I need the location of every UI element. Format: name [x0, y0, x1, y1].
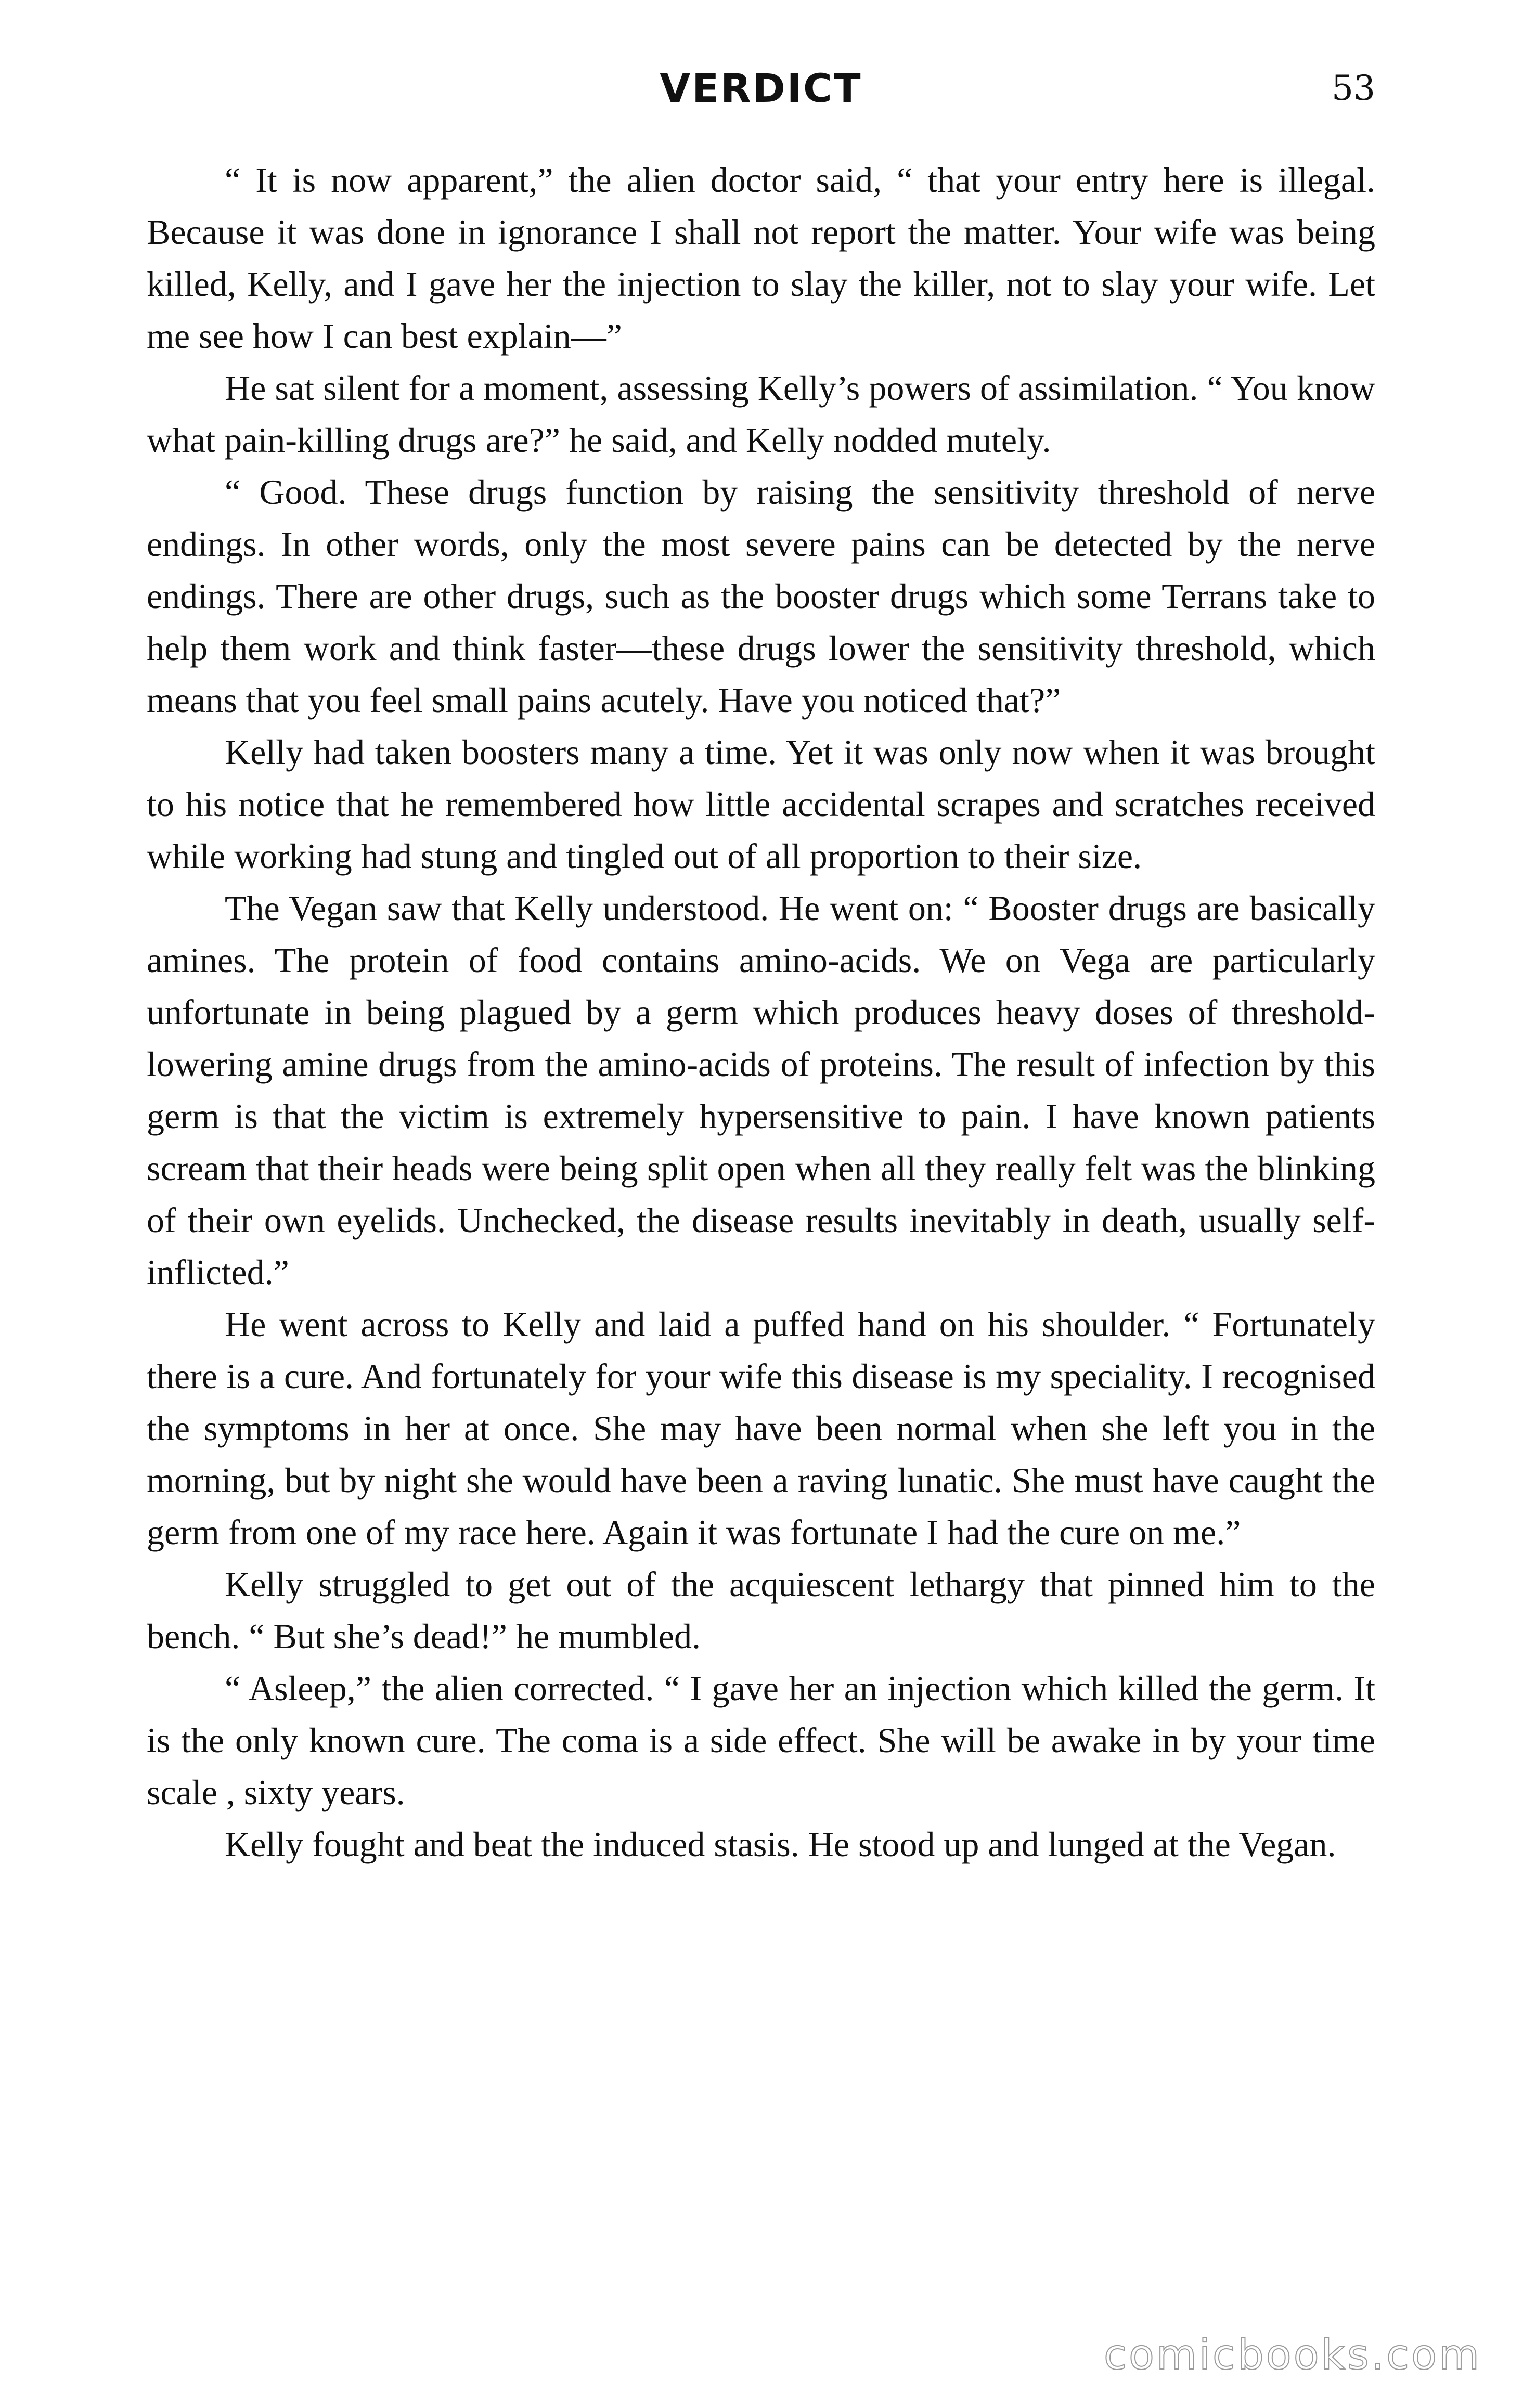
paragraph-7: Kelly struggled to get out of the acquiescent lethargy that pinned him to the bench. “ But she’s dead!” he mumbled. [147, 1564, 1375, 1656]
paragraph-1: “ It is now apparent,” the alien doctor said, “ that your entry here is illegal. Because it was done in ignorance I shall not report the matter. Your wife was being killed, Kelly, and I gave her the injection to slay the killer, not to slay your wife. Let me see how I can best explain—” [147, 160, 1375, 356]
paragraph-8: “ Asleep,” the alien corrected. “ I gave her an injection which killed the germ. It is the only known cure. The coma is a side effect. She will be awake in by your time scale , sixty years. [147, 1668, 1375, 1812]
running-head-title: VERDICT [660, 65, 862, 111]
paragraph-5: The Vegan saw that Kelly understood. He went on: “ Booster drugs are basically amines. The protein of food contains amino-acids. We on Vega are particularly unfortunate in being plagued by a germ which produces heavy doses of threshold-lowering amine drugs from the amino-acids of proteins. The result of infection by this germ is that the victim is extremely hypersensitive to pain. I have known patients scream that their heads were being split open when all they really felt was the blinking of their own eyelids. Unchecked, the disease results inevitably in death, usually self-inflicted.” [147, 888, 1375, 1292]
paragraph-6: He went across to Kelly and laid a puffed hand on his shoulder. “ Fortunately there is a cure. And fortunately for your wife this disease is my speciality. I recognised the symptoms in her at once. She may have been normal when she left you in the morning, but by night she would have been a raving lunatic. She must have caught the germ from one of my race here. Again it was fortunate I had the cure on me.” [147, 1304, 1375, 1552]
paragraph-9: Kelly fought and beat the induced stasis. He stood up and lunged at the Vegan. [225, 1824, 1336, 1864]
body-text [147, 154, 1375, 1870]
paragraph-4: Kelly had taken boosters many a time. Yet it was only now when it was brought to his notice that he remembered how little accidental scrapes and scratches received while working had stung and tingled out of all proportion to their size. [147, 732, 1375, 876]
page-header [147, 60, 1375, 117]
paragraph-2: He sat silent for a moment, assessing Kelly’s powers of assimilation. “ You know what pain-killing drugs are?” he said, and Kelly nodded mutely. [147, 368, 1375, 460]
page-number: 53 [1332, 68, 1375, 108]
watermark-logo: comicbooks.com [1103, 2331, 1481, 2379]
paragraph-3: “ Good. These drugs function by raising the sensitivity threshold of nerve endings. In other words, only the most severe pains can be detected by the nerve endings. There are other drugs, such as the booster drugs which some Terrans take to help them work and think faster—these drugs lower the sensitivity threshold, which means that you feel small pains acutely. Have you noticed that?” [147, 472, 1375, 720]
